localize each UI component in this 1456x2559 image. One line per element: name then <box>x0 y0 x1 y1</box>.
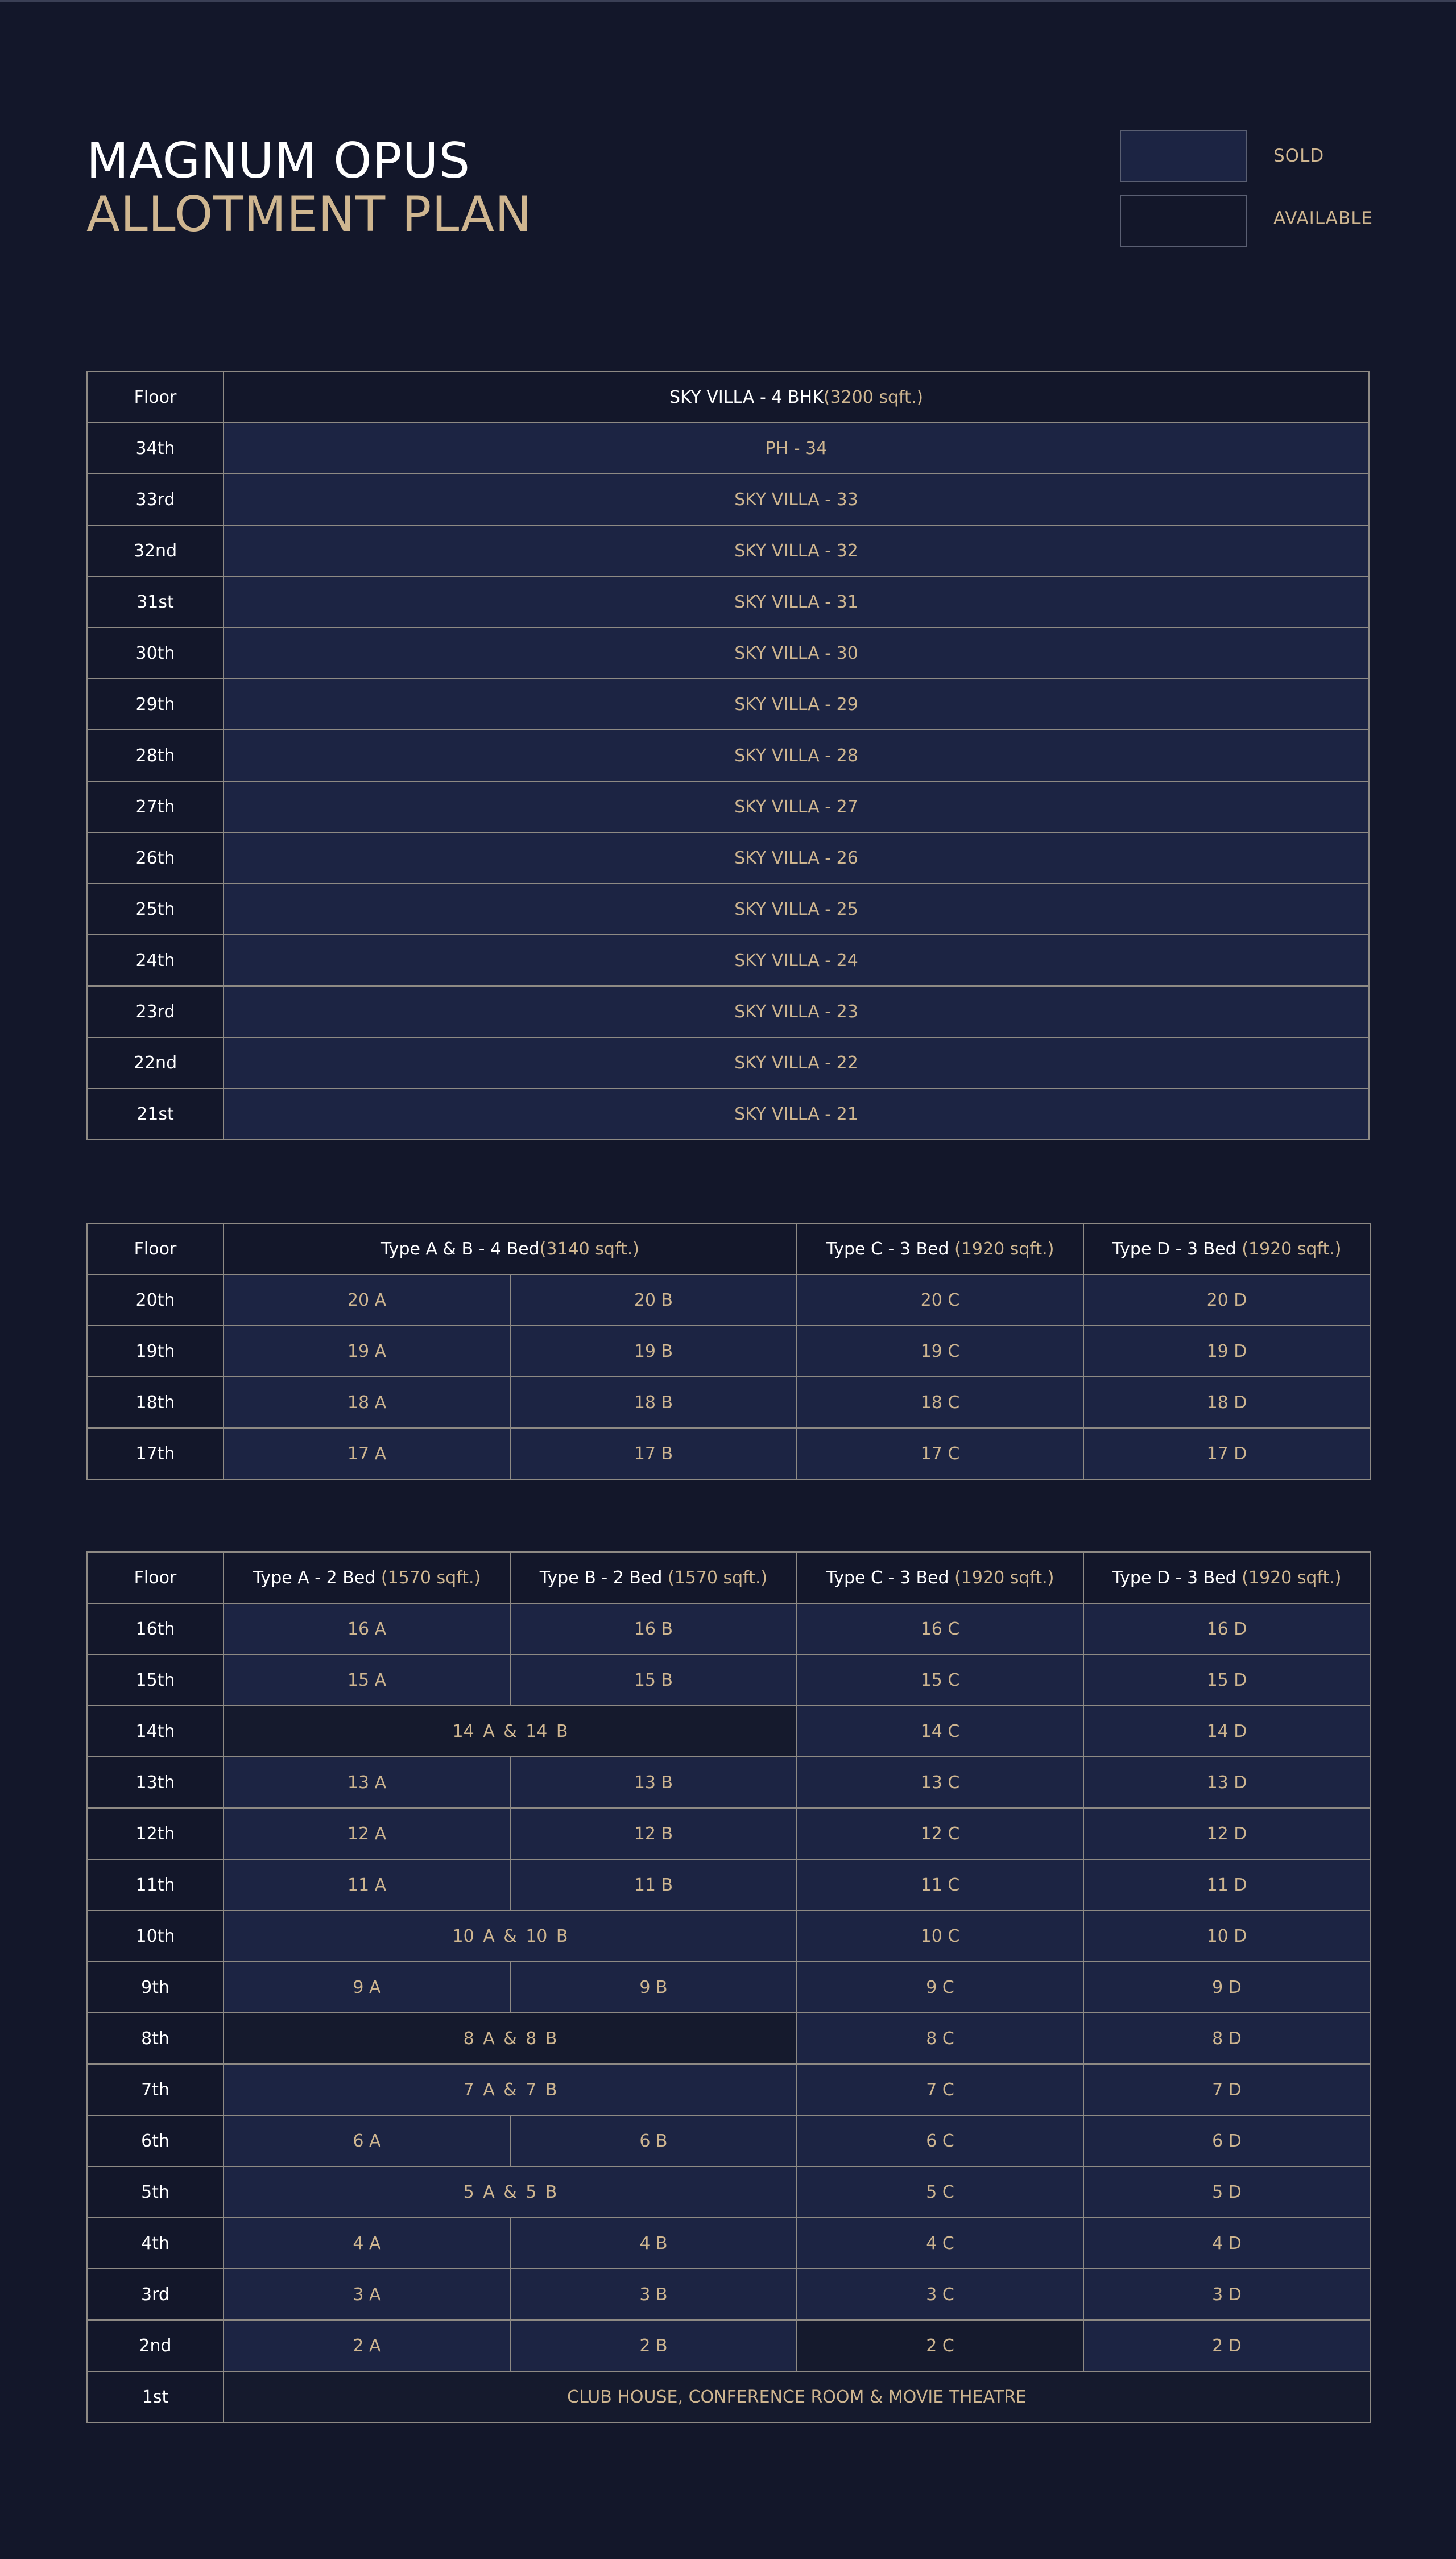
unit-cell: 16 A <box>224 1603 510 1654</box>
floor-label: 23rd <box>87 986 224 1037</box>
table-header-row <box>87 1223 1370 1274</box>
unit-cell: SKY VILLA - 27 <box>224 781 1369 832</box>
floor-label: 20th <box>87 1274 224 1326</box>
table-row <box>87 628 1369 679</box>
unit-cell: 6 A <box>224 2115 510 2166</box>
floor-header: Floor <box>87 1223 224 1274</box>
type-header-size: (1570 sqft.) <box>375 1567 481 1588</box>
unit-cell: 13 B <box>510 1757 797 1808</box>
floor-label: 14th <box>87 1706 224 1757</box>
table-row <box>87 1377 1370 1428</box>
unit-cell: SKY VILLA - 29 <box>224 679 1369 730</box>
floor-label: 33rd <box>87 474 224 525</box>
unit-cell: 6 B <box>510 2115 797 2166</box>
table-row <box>87 2218 1370 2269</box>
unit-cell: 20 C <box>797 1274 1083 1326</box>
floor-label: 4th <box>87 2218 224 2269</box>
floor-label: 30th <box>87 628 224 679</box>
table-row <box>87 2166 1370 2218</box>
unit-cell: 5 D <box>1083 2166 1370 2218</box>
floor-label: 1st <box>87 2371 224 2422</box>
type-header-size: (1920 sqft.) <box>1236 1239 1342 1259</box>
unit-cell: SKY VILLA - 30 <box>224 628 1369 679</box>
floor-label: 13th <box>87 1757 224 1808</box>
unit-cell: 20 B <box>510 1274 797 1326</box>
unit-cell: SKY VILLA - 23 <box>224 986 1369 1037</box>
floor-header: Floor <box>87 1552 224 1603</box>
lower-floors-table <box>86 1551 1371 2423</box>
four-bed-table <box>86 1223 1371 1480</box>
table-row <box>87 1603 1370 1654</box>
floor-label: 25th <box>87 884 224 935</box>
table-row <box>87 2115 1370 2166</box>
unit-cell: 12 C <box>797 1808 1083 1859</box>
table-row <box>87 2013 1370 2064</box>
unit-cell: 9 C <box>797 1962 1083 2013</box>
unit-cell: 5 C <box>797 2166 1083 2218</box>
type-header <box>1083 1552 1370 1603</box>
unit-cell: 20 D <box>1083 1274 1370 1326</box>
unit-cell: 4 A <box>224 2218 510 2269</box>
floor-label: 31st <box>87 576 224 628</box>
floor-label: 7th <box>87 2064 224 2115</box>
table-row <box>87 474 1369 525</box>
type-header <box>224 372 1369 423</box>
type-header <box>510 1552 797 1603</box>
unit-cell: 9 D <box>1083 1962 1370 2013</box>
floor-label: 34th <box>87 423 224 474</box>
merged-unit-cell: 10 A & 10 B <box>224 1910 797 1962</box>
unit-cell: SKY VILLA - 32 <box>224 525 1369 576</box>
unit-cell: 6 C <box>797 2115 1083 2166</box>
unit-cell: 4 C <box>797 2218 1083 2269</box>
merged-unit-cell: 14 A & 14 B <box>224 1706 797 1757</box>
type-header-label: Type B - 2 Bed <box>539 1567 663 1588</box>
amenities-cell: CLUB HOUSE, CONFERENCE ROOM & MOVIE THEATRE <box>224 2371 1370 2422</box>
table-row <box>87 2371 1370 2422</box>
unit-cell: 18 D <box>1083 1377 1370 1428</box>
type-header-label: Type C - 3 Bed <box>826 1567 949 1588</box>
floor-label: 16th <box>87 1603 224 1654</box>
merged-unit-cell: 7 A & 7 B <box>224 2064 797 2115</box>
table-row <box>87 2269 1370 2320</box>
unit-cell: 16 D <box>1083 1603 1370 1654</box>
unit-cell: 7 D <box>1083 2064 1370 2115</box>
floor-label: 28th <box>87 730 224 781</box>
unit-cell: PH - 34 <box>224 423 1369 474</box>
type-header <box>1083 1223 1370 1274</box>
table-row <box>87 1757 1370 1808</box>
type-header-size: (3200 sqft.) <box>823 387 924 407</box>
unit-cell: 12 B <box>510 1808 797 1859</box>
unit-cell: 13 A <box>224 1757 510 1808</box>
unit-cell: 13 D <box>1083 1757 1370 1808</box>
table-row <box>87 1428 1370 1479</box>
unit-cell: 13 C <box>797 1757 1083 1808</box>
unit-cell: 10 D <box>1083 1910 1370 1962</box>
unit-cell: 2 B <box>510 2320 797 2371</box>
table-row <box>87 1706 1370 1757</box>
table-header-row <box>87 372 1369 423</box>
unit-cell: 12 D <box>1083 1808 1370 1859</box>
legend-sold-swatch <box>1120 130 1247 182</box>
unit-cell: 17 D <box>1083 1428 1370 1479</box>
type-header-size: (1570 sqft.) <box>662 1567 768 1588</box>
type-header-size: (1920 sqft.) <box>1236 1567 1342 1588</box>
table-row <box>87 2320 1370 2371</box>
legend-available-swatch <box>1120 195 1247 247</box>
floor-label: 24th <box>87 935 224 986</box>
floor-label: 18th <box>87 1377 224 1428</box>
unit-cell: SKY VILLA - 31 <box>224 576 1369 628</box>
floor-label: 26th <box>87 832 224 884</box>
floor-label: 8th <box>87 2013 224 2064</box>
unit-cell: 18 A <box>224 1377 510 1428</box>
unit-cell: 17 A <box>224 1428 510 1479</box>
unit-cell: 18 B <box>510 1377 797 1428</box>
type-header-label: Type A - 2 Bed <box>253 1567 376 1588</box>
floor-label: 3rd <box>87 2269 224 2320</box>
unit-cell: 3 B <box>510 2269 797 2320</box>
unit-cell: 4 B <box>510 2218 797 2269</box>
legend-available-label: AVAILABLE <box>1273 208 1374 229</box>
unit-cell: 14 C <box>797 1706 1083 1757</box>
table-row <box>87 423 1369 474</box>
unit-cell: 8 D <box>1083 2013 1370 2064</box>
table-row <box>87 730 1369 781</box>
unit-cell: 11 B <box>510 1859 797 1910</box>
table-row <box>87 986 1369 1037</box>
table-row <box>87 1274 1370 1326</box>
unit-cell: 19 D <box>1083 1326 1370 1377</box>
sky-villa-table <box>86 371 1370 1140</box>
unit-cell: SKY VILLA - 33 <box>224 474 1369 525</box>
unit-cell: SKY VILLA - 25 <box>224 884 1369 935</box>
table-row <box>87 781 1369 832</box>
unit-cell: 3 A <box>224 2269 510 2320</box>
top-border-line <box>0 0 1456 2</box>
table-row <box>87 525 1369 576</box>
table-row <box>87 1859 1370 1910</box>
type-header-label: Type D - 3 Bed <box>1112 1239 1236 1259</box>
legend-sold-label: SOLD <box>1273 146 1325 166</box>
table-row <box>87 935 1369 986</box>
unit-cell: 15 B <box>510 1654 797 1706</box>
table-row <box>87 1037 1369 1088</box>
unit-cell: 17 B <box>510 1428 797 1479</box>
unit-cell: 11 D <box>1083 1859 1370 1910</box>
type-header <box>224 1223 797 1274</box>
floor-label: 11th <box>87 1859 224 1910</box>
unit-cell: 3 D <box>1083 2269 1370 2320</box>
table-row <box>87 1088 1369 1140</box>
table-row <box>87 832 1369 884</box>
unit-cell: SKY VILLA - 21 <box>224 1088 1369 1140</box>
unit-cell: 3 C <box>797 2269 1083 2320</box>
unit-cell: 4 D <box>1083 2218 1370 2269</box>
table-row <box>87 1910 1370 1962</box>
unit-cell: 15 C <box>797 1654 1083 1706</box>
unit-cell: 19 A <box>224 1326 510 1377</box>
floor-label: 21st <box>87 1088 224 1140</box>
table-row <box>87 1808 1370 1859</box>
page-title: MAGNUM OPUS <box>86 133 471 189</box>
table-header-row <box>87 1552 1370 1603</box>
floor-label: 17th <box>87 1428 224 1479</box>
type-header-size: (1920 sqft.) <box>949 1567 1054 1588</box>
page-subtitle: ALLOTMENT PLAN <box>86 186 532 243</box>
unit-cell: 10 C <box>797 1910 1083 1962</box>
unit-cell: SKY VILLA - 22 <box>224 1037 1369 1088</box>
table-row <box>87 2064 1370 2115</box>
floor-label: 12th <box>87 1808 224 1859</box>
floor-label: 27th <box>87 781 224 832</box>
unit-cell: 19 C <box>797 1326 1083 1377</box>
type-header-label: SKY VILLA - 4 BHK <box>669 387 824 407</box>
type-header-label: Type A & B - 4 Bed <box>381 1239 540 1259</box>
floor-label: 5th <box>87 2166 224 2218</box>
unit-cell: 2 D <box>1083 2320 1370 2371</box>
floor-label: 32nd <box>87 525 224 576</box>
type-header <box>797 1552 1083 1603</box>
unit-cell: 15 D <box>1083 1654 1370 1706</box>
unit-cell: SKY VILLA - 24 <box>224 935 1369 986</box>
floor-label: 6th <box>87 2115 224 2166</box>
floor-label: 10th <box>87 1910 224 1962</box>
unit-cell: 14 D <box>1083 1706 1370 1757</box>
floor-label: 29th <box>87 679 224 730</box>
unit-cell: 20 A <box>224 1274 510 1326</box>
unit-cell: 2 A <box>224 2320 510 2371</box>
unit-cell: 8 C <box>797 2013 1083 2064</box>
unit-cell: 16 C <box>797 1603 1083 1654</box>
unit-cell: 7 C <box>797 2064 1083 2115</box>
unit-cell: 17 C <box>797 1428 1083 1479</box>
type-header-size: (1920 sqft.) <box>949 1239 1054 1259</box>
floor-label: 15th <box>87 1654 224 1706</box>
unit-cell: 12 A <box>224 1808 510 1859</box>
unit-cell: 11 C <box>797 1859 1083 1910</box>
type-header <box>224 1552 510 1603</box>
unit-cell: 2 C <box>797 2320 1083 2371</box>
table-row <box>87 679 1369 730</box>
table-row <box>87 1326 1370 1377</box>
floor-label: 9th <box>87 1962 224 2013</box>
unit-cell: 19 B <box>510 1326 797 1377</box>
type-header-label: Type D - 3 Bed <box>1112 1567 1236 1588</box>
type-header <box>797 1223 1083 1274</box>
unit-cell: SKY VILLA - 26 <box>224 832 1369 884</box>
floor-label: 19th <box>87 1326 224 1377</box>
unit-cell: SKY VILLA - 28 <box>224 730 1369 781</box>
table-row <box>87 1654 1370 1706</box>
unit-cell: 9 B <box>510 1962 797 2013</box>
unit-cell: 9 A <box>224 1962 510 2013</box>
table-row <box>87 884 1369 935</box>
merged-unit-cell: 5 A & 5 B <box>224 2166 797 2218</box>
unit-cell: 18 C <box>797 1377 1083 1428</box>
unit-cell: 16 B <box>510 1603 797 1654</box>
floor-label: 22nd <box>87 1037 224 1088</box>
unit-cell: 15 A <box>224 1654 510 1706</box>
merged-unit-cell: 8 A & 8 B <box>224 2013 797 2064</box>
type-header-label: Type C - 3 Bed <box>826 1239 949 1259</box>
unit-cell: 6 D <box>1083 2115 1370 2166</box>
type-header-size: (3140 sqft.) <box>539 1239 639 1259</box>
floor-label: 2nd <box>87 2320 224 2371</box>
unit-cell: 11 A <box>224 1859 510 1910</box>
floor-header: Floor <box>87 372 224 423</box>
table-row <box>87 1962 1370 2013</box>
table-row <box>87 576 1369 628</box>
